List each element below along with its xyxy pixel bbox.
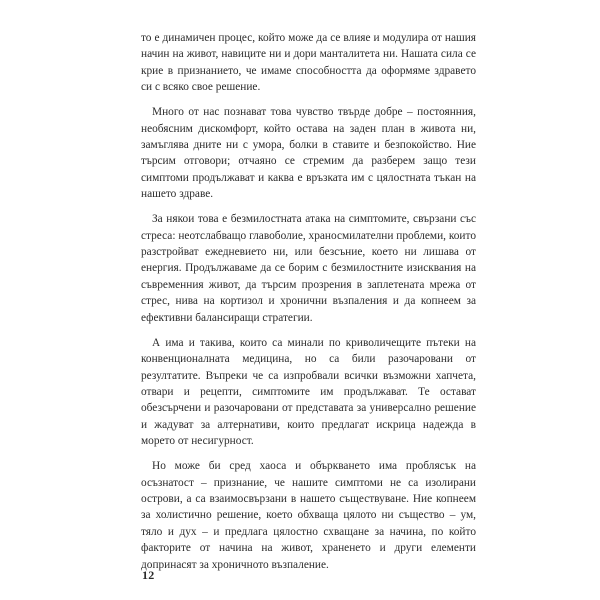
paragraph-5: Но може би сред хаоса и объркването има проблясък на осъзнатост – признание, че нашите симптоми не са изолирани острови, а са взаимосвързани в нашето съществуване. Ние копнеем за холистично решение, което обхваща цялото ни същество – ум, тяло и дух – и предлага цялостно схващане за начина, по който факторите от начина на живот, храненето и други елементи допринасят за хроничното възпаление. (141, 460, 476, 571)
paragraph-4: А има и такива, които са минали по криволичещите пътеки на конвенционалната медицина, но са били разочаровани от резултатите. Въпреки че са изпробвали всички възможни хапчета, отвари и рецепти, симптомите им продължават. Те остават обезсърчени и разочаровани от представата за универсално решение и жадуват за алтернативи, които предлагат искрица надежда в морето от несигурност. (141, 336, 476, 448)
body-text (141, 30, 476, 582)
paragraph-1: то е динамичен процес, който може да се влияе и модулира от нашия начин на живот, навиците ни и дори манталитета ни. Нашата сила се крие в признанието, че имаме способността да оформяме здравето си с всяко свое решение. (141, 32, 476, 94)
paragraph-3: За някои това е безмилостната атака на симптомите, свързани със стреса: неотслабващо главоболие, храносмилателни проблеми, които разстройват ежедневието ни, или безсъние, което ни лишава от енергия. Продължаваме да се борим с безмилостните изисквания на съвременния живот, да търсим прозрения в заплетената мрежа от стрес, нива на кортизол и хронични възпаления и да копнеем за ефективни балансиращи стратегии. (141, 213, 476, 324)
page-number: 12 (142, 568, 155, 582)
paragraph-2: Много от нас познават това чувство твърде добре – постоянния, необясним дискомфорт, който остава на заден план в живота ни, замъглява дните ни с умора, болки в ставите и безпокойство. Ние търсим отговори; отчаяно се стремим да разберем защо тези симптоми продължават и каква е връзката им с цялостната тъкан на нашето здраве. (141, 106, 476, 201)
